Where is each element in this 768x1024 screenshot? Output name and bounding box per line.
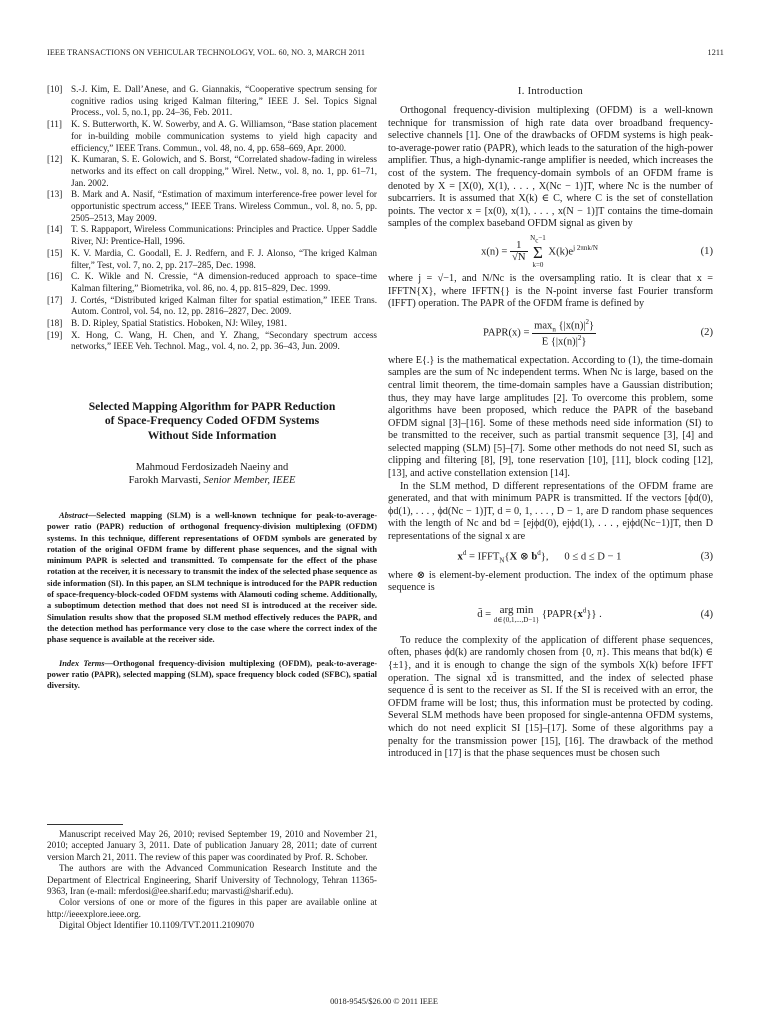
left-column	[47, 84, 377, 700]
equation-1	[388, 231, 713, 273]
reference-number: [10]	[47, 84, 63, 94]
paper-title	[47, 400, 377, 443]
reference-number: [18]	[47, 318, 63, 329]
page-number: 1211	[707, 48, 724, 57]
intro-paragraph: where E{.} is the mathematical expectation. According to (1), the time-domain samples are the sum of Nc independent terms. When Nc is large, based on the central limit theorem, the time-domain samples have a Gaussian distribution; thus, they may have large amplitudes [2]. To overcome this problem, some algorithms have been proposed, which reduce the PAPR of the baseband OFDM signal [3]–[16]. Some of these methods need side information (SI) to be transmitted to the receiver, such as partial transmit sequence [3], [4] and selected mapping (SLM) [5]–[7]. Some other methods do not need SI, such as clipping and filtering [8], [9], tone reservation [10], [11], block coding [12], [13], and active constellation extension [14].	[388, 354, 713, 480]
index-terms	[47, 658, 377, 692]
right-column	[388, 86, 713, 761]
intro-paragraph: To reduce the complexity of the application of different phase sequences, often, phases ϕd(k) are randomly chosen from {0, π}. This means that bd(k) ∈ {±1}, and it is enough to change the sign of the symbols X(k) before IFFT operation. The signal xd̄ is transmitted, and the index of selected phase sequence d̄ is sent to the receiver as SI. If the SI is received with an error, the OFDM frame will be lost; thus, this information must be protected by coding. Several SLM methods have been proposed for single-antenna OFDM systems, which do not need explicit SI [15]–[17]. Some of these algorithms pay a penalty for the transmission power [15], [16]. The drawback of the method introduced in [17] is that the phase sequences must be chosen such	[388, 634, 713, 760]
reference-number: [14]	[47, 224, 63, 235]
equation-number: (2)	[700, 327, 713, 339]
equation-body: x(n) = $\frac{1}{√N}$ $N_c-1$ Σ k=0 $X(k)e^{j 2\pi nk/N}$	[481, 233, 598, 270]
intro-paragraph: where ⊗ is element-by-element production. The index of the optimum phase sequence is	[388, 569, 713, 594]
reference-number: [12]	[47, 154, 63, 165]
abstract	[47, 510, 377, 646]
title-line: Selected Mapping Algorithm for PAPR Reduction	[88, 400, 336, 414]
equation-number: (3)	[700, 551, 713, 563]
reference-text: K. S. Butterworth, K. W. Sowerby, and A. G. Williamson, “Base station placement for in-building mobile communication systems to yield high capacity and efficiency,” IEEE Trans. Commun., vol. 48, no. 4, pp. 658–669, Apr. 2000.	[71, 119, 377, 153]
running-header	[47, 48, 724, 57]
reference-text: C. K. Wikle and N. Cressie, “A dimension-reduced approach to space–time Kalman filtering,” Biometrika, vol. 86, no. 4, pp. 815–829, Dec. 1999.	[71, 271, 377, 293]
reference-text: S.-J. Kim, E. Dall’Anese, and G. Giannakis, “Cooperative spectrum sensing for cognitive radios using kriged Kalman filtering,” IEEE J. Sel. Topics Signal Process., vol. 5, no.1, pp. 24–36, Feb. 2011.	[71, 84, 377, 118]
reference-entry	[47, 84, 377, 119]
index-terms-label: Index Terms	[59, 658, 105, 668]
reference-text: K. Kumaran, S. E. Golowich, and S. Borst, “Correlated shadow-fading in wireless networks and its effect on call dropping,” Wirel. Netw., vol. 8, no. 1, pp. 61–71, Jan. 2002.	[71, 154, 377, 188]
intro-paragraph: In the SLM method, D different representations of the OFDM frame are generated, and that with minimum PAPR is transmitted. If the vectors [ϕd(0), ϕd(1), . . . , ϕd(Nc − 1)]T, d = 0, 1, . . . , D − 1, are D random phase sequences with the length of Nc and bd = [ejϕd(0), ejϕd(1), . . . , ejϕd(Nc−1)]T, then D representations of the signal x are	[388, 480, 713, 543]
reference-entry	[47, 330, 377, 353]
authors-line: Mahmoud Ferdosizadeh Naeiny and	[135, 461, 289, 473]
reference-number: [15]	[47, 247, 63, 258]
footnote-rule	[47, 824, 123, 825]
reference-number: [17]	[47, 294, 63, 305]
footnote-affiliation: The authors are with the Advanced Communication Research Institute and the Department of Electrical Engineering, Sharif University of Technology, Tehran 11365-9363, Iran (e-mail: mferdosi@ee.sharif.edu; marvasti@sharif.edu).	[47, 863, 377, 897]
reference-entry	[47, 189, 377, 224]
journal-name: IEEE TRANSACTIONS ON VEHICULAR TECHNOLOGY, VOL. 60, NO. 3, MARCH 2011	[47, 48, 366, 57]
equation-2	[388, 311, 713, 355]
reference-number: [11]	[47, 119, 62, 130]
footnotes	[47, 829, 377, 932]
copyright-footer: 0018-9545/$26.00 © 2011 IEEE	[330, 997, 438, 1006]
footnote-manuscript: Manuscript received May 26, 2010; revised September 19, 2010 and November 21, 2010; accepted January 3, 2011. Date of publication January 28, 2011; date of current version March 21, 2011. The review of this paper was coordinated by Prof. R. Schober.	[47, 829, 377, 862]
reference-number: [13]	[47, 189, 63, 200]
reference-entry	[47, 154, 377, 189]
reference-list	[47, 84, 377, 353]
equation-body: d̄ = arg min d∈{0,1,...,D−1} $\{PAPR\{x^d\}\}$ .	[477, 604, 602, 625]
reference-number: [16]	[47, 271, 63, 282]
equation-number: (1)	[700, 246, 713, 258]
reference-text: T. S. Rappaport, Wireless Communications: Principles and Practice. Upper Saddle River, NJ: Prentice-Hall, 1996.	[71, 224, 377, 247]
reference-text: B. D. Ripley, Spatial Statistics. Hoboken, NJ: Wiley, 1981.	[71, 318, 287, 329]
equation-body: $x^d$ = $IFFT_N\{X$ ⊗ $b^d$}, 0 ≤ d ≤ D − 1	[457, 548, 622, 565]
abstract-text: —Selected mapping (SLM) is a well-known technique for peak-to-average-power ratio (PAPR) reduction of orthogonal frequency-division multiplexing (OFDM) systems. In this technique, different representations of OFDM symbols are generated by rotation of the original OFDM frame by different phase sequences, and the signal with minimum PAPR is selected and transmitted. To compensate for the effect of the phase rotation at the receiver, it is necessary to transmit the index of the selected phase sequence as side information (SI). In this paper, an SLM technique is introduced for the PAPR reduction of space-frequency-block-coded OFDM systems with Alamouti coding scheme. Additionally, a suboptimum detection method that does not need SI is introduced at the receiver side. Simulation results show that the proposed SLM method effectively reduces the PAPR, and the detection method has performance very close to the case where the correct index of the phase sequence is available at the receiver side.	[47, 510, 377, 645]
author-membership: Senior Member, IEEE	[203, 475, 296, 487]
author-name: Farokh Marvasti,	[128, 475, 201, 487]
reference-entry	[47, 119, 377, 154]
reference-entry	[47, 224, 377, 247]
footnote-doi: Digital Object Identifier 10.1109/TVT.2011.2109070	[59, 920, 255, 931]
equation-3	[388, 544, 713, 570]
reference-text: J. Cortés, “Distributed kriged Kalman filter for spatial estimation,” IEEE Trans. Autom. Control, vol. 54, no. 12, pp. 2816–2827, Dec. 2009.	[71, 294, 377, 317]
title-line: Without Side Information	[147, 428, 277, 442]
reference-entry	[47, 295, 377, 318]
equation-number: (4)	[700, 609, 713, 621]
equation-body: PAPR(x) = $\frac{\max_n \{|x(n)|^2\}}{E \{|x(n)|^2\}}$	[482, 317, 595, 348]
author-block	[47, 461, 377, 488]
reference-entry	[47, 248, 377, 271]
footnote-color: Color versions of one or more of the figures in this paper are available online at http://ieeexplore.ieee.org.	[47, 897, 377, 919]
reference-entry	[47, 318, 377, 330]
reference-text: X. Hong, C. Wang, H. Chen, and Y. Zhang, “Secondary spectrum access networks,” IEEE Veh. Technol. Mag., vol. 4, no. 2, pp. 36–43, Jun. 2009.	[71, 329, 377, 352]
equation-4	[388, 595, 713, 635]
reference-text: B. Mark and A. Nasif, “Estimation of maximum interference-free power level for opportunistic spectrum access,” IEEE Trans. Wireless Commun., vol. 8, no. 5, pp. 2505–2513, May 2009.	[71, 189, 377, 223]
authors-line	[47, 474, 377, 488]
section-heading: I. Introduction	[517, 86, 584, 97]
intro-paragraph: Orthogonal frequency-division multiplexing (OFDM) is a well-known technique for transmission of high rate data over broadband frequency-selective channels [1]. One of the drawbacks of OFDM systems is high peak-to-average-power ratio (PAPR), which leads to the saturation of the high-power amplifier. Thus, a high-dynamic-range amplifier is needed, which increases the cost of the system. The frequency-domain symbols of an OFDM frame is denoted by X = [X(0), X(1), . . . , X(Nc − 1)]T, where Nc is the number of subcarriers. It is assumed that X(k) ∈ C, where C is the set of constellation points. The vector x = [x(0), x(1), . . . , x(N − 1)]T contains the time-domain samples of the complex baseband OFDM signal as given by	[388, 105, 713, 230]
index-terms-text: —Orthogonal frequency-division multiplexing (OFDM), peak-to-average-power ratio (PAPR), selected mapping (SLM), space frequency block coded (SFBC), spatial diversity.	[47, 658, 377, 691]
reference-entry	[47, 271, 377, 294]
abstract-label: Abstract	[59, 510, 88, 520]
intro-paragraph: where j = √−1, and N/Nc is the oversampling ratio. It is clear that x = IFFTN{X}, where IFFTN{} is the N-point inverse fast Fourier transform (IFFT) operation. The PAPR of the OFDM frame is defined by	[388, 272, 713, 310]
title-line: of Space-Frequency Coded OFDM Systems	[104, 414, 320, 428]
reference-text: K. V. Mardia, C. Goodall, E. J. Redfern, and F. J. Alonso, “The kriged Kalman filter,” Test, vol. 7, no. 2, pp. 217–285, Dec. 1998.	[71, 247, 377, 270]
reference-number: [19]	[47, 329, 63, 340]
